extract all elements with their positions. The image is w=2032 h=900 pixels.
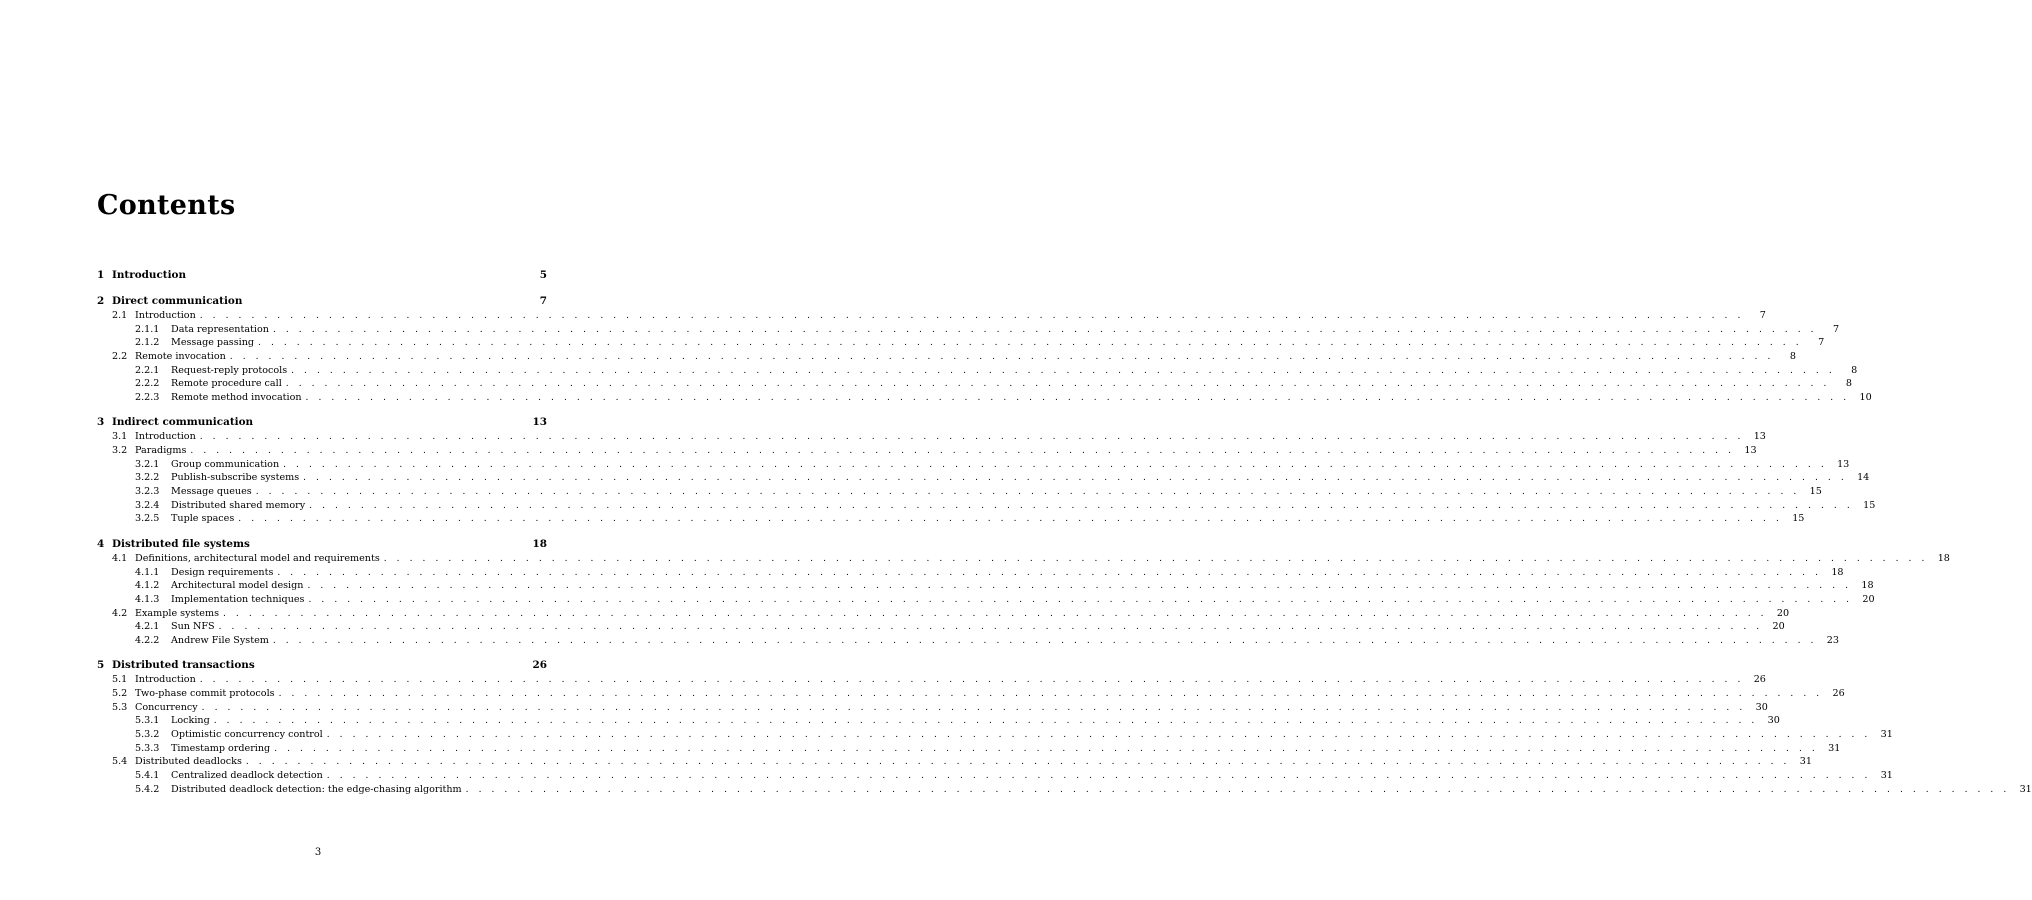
entry-title: Remote invocation	[135, 350, 226, 362]
toc-chapter[interactable]	[97, 415, 547, 430]
toc-subsection[interactable]	[97, 471, 1870, 485]
dot-leader: . . . . . . . . . . . . . . . . . . . . . . . . . . . . . . . . . . . . . . . . . . . . . . . . . . . . . . . . . . . . . . . . . . . . . . . . . . . . . . . . . . . . . . . . . . . . . . . . . . . . . . . . . . . . . . . . . . . . . . . .	[255, 487, 1800, 498]
dot-leader: . . . . . . . . . . . . . . . . . . . . . . . . . . . . . . . . . . . . . . . . . . . . . . . . . . . . . . . . . . . . . . . . . . . . . . . . . . . . . . . . . . . . . . . . . . . . . . . . . . . . . . . . . . . . . . . . . . . . . . . .	[308, 594, 1853, 605]
entry-number: 3.2.2	[135, 472, 160, 484]
toc-subsection[interactable]	[97, 769, 1893, 783]
toc-section[interactable]	[97, 552, 1950, 566]
toc-subsection[interactable]	[97, 728, 1893, 742]
dot-leader: . . . . . . . . . . . . . . . . . . . . . . . . . . . . . . . . . . . . . . . . . . . . . . . . . . . . . . . . . . . . . . . . . . . . . . . . . . . . . . . . . . . . . . . . . . . . . . . . . . . . . . . . . . . . . . . . . . . . . . . .	[199, 311, 1744, 321]
entry-number: 3.1	[112, 431, 128, 443]
toc-chapter[interactable]	[97, 268, 547, 283]
toc-section[interactable]	[97, 607, 1790, 621]
entry-number: 5.4.1	[135, 769, 160, 781]
dot-leader: . . . . . . . . . . . . . . . . . . . . . . . . . . . . . . . . . . . . . . . . . . . . . . . . . . . . . . . . . . . . . . . . . . . . . . . . . . . . . . . . . . . . . . . . . . . . . . . . . . . . . . . . . . . . . . . . . . . . . . . .	[190, 446, 1735, 457]
entry-title: Centralized deadlock detection	[171, 769, 323, 781]
entry-page: 26	[1753, 674, 1766, 686]
toc-section[interactable]	[97, 309, 1766, 323]
entry-title: Data representation	[171, 323, 269, 335]
chapter-page: 7	[539, 295, 547, 307]
entry-page: 18	[1831, 566, 1844, 578]
dot-leader: . . . . . . . . . . . . . . . . . . . . . . . . . . . . . . . . . . . . . . . . . . . . . . . . . . . . . . . . . . . . . . . . . . . . . . . . . . . . . . . . . . . . . . . . . . . . . . . . . . . . . . . . . . . . . . . . . . . . . . . .	[213, 716, 1758, 727]
toc-subsection[interactable]	[97, 566, 1844, 580]
dot-leader: . . . . . . . . . . . . . . . . . . . . . . . . . . . . . . . . . . . . . . . . . . . . . . . . . . . . . . . . . . . . . . . . . . . . . . . . . . . . . . . . . . . . . . . . . . . . . . . . . . . . . . . . . . . . . . . . . . . . . . . .	[305, 392, 1850, 403]
toc-section[interactable]	[97, 673, 1766, 687]
dot-leader: . . . . . . . . . . . . . . . . . . . . . . . . . . . . . . . . . . . . . . . . . . . . . . . . . . . . . . . . . . . . . . . . . . . . . . . . . . . . . . . . . . . . . . . . . . . . . . . . . . . . . . . . . . . . . . . . . . . . . . . .	[272, 324, 1818, 335]
toc-chapter[interactable]	[97, 658, 547, 673]
dot-leader: . . . . . . . . . . . . . . . . . . . . . . . . . . . . . . . . . . . . . . . . . . . . . . . . . . . . . . . . . . . . . . . . . . . . . . . . . . . . . . . . . . . . . . . . . . . . . . . . . . . . . . . . . . . . . . . . . . . . . . . .	[274, 743, 1819, 754]
entry-page: 20	[1772, 621, 1785, 633]
dot-leader: . . . . . . . . . . . . . . . . . . . . . . . . . . . . . . . . . . . . . . . . . . . . . . . . . . . . . . . . . . . . . . . . . . . . . . . . . . . . . . . . . . . . . . . . . . . . . . . . . . . . . . . . . . . . . . . . . . . . . . . .	[199, 675, 1744, 686]
toc-section[interactable]	[97, 701, 1768, 715]
toc-subsection[interactable]	[97, 634, 1839, 648]
entry-number: 4.1.1	[135, 566, 160, 578]
toc-subsection[interactable]	[97, 458, 1850, 472]
entry-page: 31	[1880, 729, 1893, 741]
dot-leader: . . . . . . . . . . . . . . . . . . . . . . . . . . . . . . . . . . . . . . . . . . . . . . . . . . . . . . . . . . . . . . . . . . . . . . . . . . . . . . . . . . . . . . . . . . . . . . . . . . . . . . . . . . . . . . . . . . . . . . . .	[303, 473, 1848, 484]
entry-number: 3.2.3	[135, 486, 160, 498]
toc-subsection[interactable]	[97, 377, 1852, 391]
chapter-title: Direct communication	[112, 295, 243, 307]
chapter-title: Indirect communication	[112, 416, 254, 429]
entry-page: 7	[1759, 310, 1766, 321]
entry-title: Introduction	[135, 674, 196, 686]
entry-title: Sun NFS	[171, 621, 215, 633]
dot-leader: . . . . . . . . . . . . . . . . . . . . . . . . . . . . . . . . . . . . . . . . . . . . . . . . . . . . . . . . . . . . . . . . . . . . . . . . . . . . . . . . . . . . . . . . . . . . . . . . . . . . . . . . . . . . . . . . . . . . . . . .	[272, 635, 1817, 646]
entry-page: 13	[1837, 458, 1850, 470]
entry-number: 5.3.1	[135, 715, 160, 727]
entry-number: 4.2	[112, 607, 128, 619]
toc-subsection[interactable]	[97, 336, 1825, 350]
entry-number: 2.1	[112, 310, 128, 321]
dot-leader: . . . . . . . . . . . . . . . . . . . . . . . . . . . . . . . . . . . . . . . . . . . . . . . . . . . . . . . . . . . . . . . . . . . . . . . . . . . . . . . . . . . . . . . . . . . . . . . . . . . . . . . . . . . . . . . . . . . . . . . .	[383, 553, 1928, 564]
toc-subsection[interactable]	[97, 364, 1858, 378]
toc-chapter[interactable]	[97, 537, 547, 552]
dot-leader: . . . . . . . . . . . . . . . . . . . . . . . . . . . . . . . . . . . . . . . . . . . . . . . . . . . . . . . . . . . . . . . . . . . . . . . . . . . . . . . . . . . . . . . . . . . . . . . . . . . . . . . . . . . . . . . . . . . . . . . .	[291, 365, 1836, 376]
dot-leader: . . . . . . . . . . . . . . . . . . . . . . . . . . . . . . . . . . . . . . . . . . . . . . . . . . . . . . . . . . . . . . . . . . . . . . . . . . . . . . . . . . . . . . . . . . . . . . . . . . . . . . . . . . . . . . . . . . . . . . . .	[326, 770, 1871, 781]
entry-title: Distributed deadlock detection: the edge-chasing algorithm	[171, 783, 462, 795]
entry-title: Remote method invocation	[171, 391, 302, 403]
dot-leader: . . . . . . . . . . . . . . . . . . . . . . . . . . . . . . . . . . . . . . . . . . . . . . . . . . . . . . . . . . . . . . . . . . . . . . . . . . . . . . . . . . . . . . . . . . . . . . . . . . . . . . . . . . . . . . . . . . . . . . . .	[309, 500, 1854, 511]
entry-title: Distributed shared memory	[171, 499, 306, 511]
entry-page: 31	[1880, 769, 1893, 781]
entry-number: 4.1.3	[135, 593, 160, 605]
dot-leader: . . . . . . . . . . . . . . . . . . . . . . . . . . . . . . . . . . . . . . . . . . . . . . . . . . . . . . . . . . . . . . . . . . . . . . . . . . . . . . . . . . . . . . . . . . . . . . . . . . . . . . . . . . . . . . . . . . . . . . . .	[307, 581, 1852, 592]
chapter-title: Distributed transactions	[112, 659, 255, 672]
entry-number: 2.2	[112, 350, 128, 362]
toc-subsection[interactable]	[97, 783, 2032, 797]
toc-subsection[interactable]	[97, 499, 1876, 513]
entry-number: 2.1.2	[135, 337, 160, 349]
entry-title: Locking	[171, 715, 210, 727]
entry-title: Tuple spaces	[171, 513, 235, 525]
entry-number: 3.2	[112, 445, 128, 457]
entry-page: 23	[1826, 634, 1839, 646]
toc-subsection[interactable]	[97, 742, 1841, 756]
entry-title: Remote procedure call	[171, 378, 282, 390]
entry-title: Implementation techniques	[171, 593, 305, 605]
chapter-number: 5	[97, 659, 105, 672]
chapter-title: Introduction	[112, 269, 186, 281]
entry-number: 5.1	[112, 674, 128, 686]
entry-page: 10	[1859, 391, 1872, 403]
entry-title: Introduction	[135, 431, 196, 443]
dot-leader: . . . . . . . . . . . . . . . . . . . . . . . . . . . . . . . . . . . . . . . . . . . . . . . . . . . . . . . . . . . . . . . . . . . . . . . . . . . . . . . . . . . . . . . . . . . . . . . . . . . . . . . . . . . . . . . . . . . . . . . .	[238, 514, 1783, 525]
toc-subsection[interactable]	[97, 579, 1874, 593]
entry-number: 5.3.2	[135, 729, 160, 741]
entry-title: Request-reply protocols	[171, 364, 288, 376]
table-of-contents	[97, 268, 2032, 796]
entry-title: Timestamp ordering	[171, 742, 271, 754]
toc-subsection[interactable]	[97, 485, 1822, 499]
dot-leader: . . . . . . . . . . . . . . . . . . . . . . . . . . . . . . . . . . . . . . . . . . . . . . . . . . . . . . . . . . . . . . . . . . . . . . . . . . . . . . . . . . . . . . . . . . . . . . . . . . . . . . . . . . . . . . . . . . . . . . . .	[278, 689, 1823, 700]
entry-title: Design requirements	[171, 566, 274, 578]
entry-title: Andrew File System	[171, 634, 269, 646]
entry-number: 5.3	[112, 701, 128, 713]
dot-leader: . . . . . . . . . . . . . . . . . . . . . . . . . . . . . . . . . . . . . . . . . . . . . . . . . . . . . . . . . . . . . . . . . . . . . . . . . . . . . . . . . . . . . . . . . . . . . . . . . . . . . . . . . . . . . . . . . . . . . . . .	[465, 784, 2010, 795]
chapter-page: 13	[532, 416, 547, 429]
dot-leader: . . . . . . . . . . . . . . . . . . . . . . . . . . . . . . . . . . . . . . . . . . . . . . . . . . . . . . . . . . . . . . . . . . . . . . . . . . . . . . . . . . . . . . . . . . . . . . . . . . . . . . . . . . . . . . . . . . . . . . . .	[199, 432, 1744, 443]
entry-number: 5.3.3	[135, 742, 160, 754]
entry-title: Publish-subscribe systems	[171, 472, 300, 484]
entry-number: 4.2.1	[135, 621, 160, 633]
entry-page: 15	[1863, 499, 1876, 511]
chapter-number: 2	[97, 295, 105, 307]
chapter-page: 18	[532, 537, 547, 550]
entry-number: 3.2.4	[135, 499, 160, 511]
entry-page: 7	[1832, 323, 1840, 335]
toc-chapter[interactable]	[97, 294, 547, 309]
toc-section[interactable]	[97, 755, 1813, 769]
toc-section[interactable]	[97, 350, 1796, 364]
chapter-number: 1	[97, 269, 105, 281]
entry-number: 2.2.1	[135, 364, 160, 376]
dot-leader: . . . . . . . . . . . . . . . . . . . . . . . . . . . . . . . . . . . . . . . . . . . . . . . . . . . . . . . . . . . . . . . . . . . . . . . . . . . . . . . . . . . . . . . . . . . . . . . . . . . . . . . . . . . . . . . . . . . . . . . .	[218, 622, 1763, 633]
entry-number: 5.4.2	[135, 783, 160, 795]
entry-page: 18	[1861, 580, 1874, 592]
toc-subsection[interactable]	[97, 512, 1805, 526]
entry-page: 18	[1937, 552, 1950, 564]
toc-section[interactable]	[97, 430, 1766, 444]
entry-page: 14	[1857, 472, 1870, 484]
entry-page: 30	[1755, 701, 1768, 713]
entry-page: 31	[2019, 783, 2032, 795]
dot-leader: . . . . . . . . . . . . . . . . . . . . . . . . . . . . . . . . . . . . . . . . . . . . . . . . . . . . . . . . . . . . . . . . . . . . . . . . . . . . . . . . . . . . . . . . . . . . . . . . . . . . . . . . . . . . . . . . . . . . . . . .	[258, 338, 1803, 349]
entry-title: Concurrency	[135, 701, 198, 713]
entry-title: Group communication	[171, 458, 280, 470]
entry-number: 3.2.5	[135, 513, 160, 525]
toc-subsection[interactable]	[97, 593, 1875, 607]
entry-number: 4.2.2	[135, 634, 160, 646]
dot-leader: . . . . . . . . . . . . . . . . . . . . . . . . . . . . . . . . . . . . . . . . . . . . . . . . . . . . . . . . . . . . . . . . . . . . . . . . . . . . . . . . . . . . . . . . . . . . . . . . . . . . . . . . . . . . . . . . . . . . . . . .	[277, 567, 1822, 578]
chapter-number: 3	[97, 416, 105, 429]
entry-title: Paradigms	[135, 445, 187, 457]
dot-leader: . . . . . . . . . . . . . . . . . . . . . . . . . . . . . . . . . . . . . . . . . . . . . . . . . . . . . . . . . . . . . . . . . . . . . . . . . . . . . . . . . . . . . . . . . . . . . . . . . . . . . . . . . . . . . . . . . . . . . . . .	[229, 351, 1774, 362]
toc-subsection[interactable]	[97, 620, 1785, 634]
entry-title: Definitions, architectural model and requirements	[135, 552, 380, 564]
entry-page: 30	[1767, 715, 1780, 727]
page-number: 3	[314, 847, 322, 858]
entry-title: Introduction	[135, 310, 196, 321]
toc-section[interactable]	[97, 444, 1757, 458]
chapter-title: Distributed file systems	[112, 537, 250, 550]
entry-page: 15	[1792, 513, 1805, 525]
dot-leader: . . . . . . . . . . . . . . . . . . . . . . . . . . . . . . . . . . . . . . . . . . . . . . . . . . . . . . . . . . . . . . . . . . . . . . . . . . . . . . . . . . . . . . . . . . . . . . . . . . . . . . . . . . . . . . . . . . . . . . . .	[285, 379, 1830, 390]
page-title: Contents	[97, 190, 236, 221]
entry-number: 5.2	[112, 688, 128, 700]
entry-page: 13	[1753, 431, 1766, 443]
toc-subsection[interactable]	[97, 391, 1872, 405]
entry-number: 4.1.2	[135, 580, 160, 592]
entry-title: Message passing	[171, 337, 255, 349]
entry-page: 8	[1845, 378, 1852, 390]
entry-page: 31	[1799, 756, 1813, 768]
entry-title: Message queues	[171, 486, 252, 498]
dot-leader: . . . . . . . . . . . . . . . . . . . . . . . . . . . . . . . . . . . . . . . . . . . . . . . . . . . . . . . . . . . . . . . . . . . . . . . . . . . . . . . . . . . . . . . . . . . . . . . . . . . . . . . . . . . . . . . . . . . . . . . .	[245, 757, 1791, 768]
dot-leader: . . . . . . . . . . . . . . . . . . . . . . . . . . . . . . . . . . . . . . . . . . . . . . . . . . . . . . . . . . . . . . . . . . . . . . . . . . . . . . . . . . . . . . . . . . . . . . . . . . . . . . . . . . . . . . . . . . . . . . . .	[223, 608, 1768, 619]
entry-page: 20	[1862, 593, 1875, 605]
entry-number: 2.1.1	[135, 323, 160, 335]
dot-leader: . . . . . . . . . . . . . . . . . . . . . . . . . . . . . . . . . . . . . . . . . . . . . . . . . . . . . . . . . . . . . . . . . . . . . . . . . . . . . . . . . . . . . . . . . . . . . . . . . . . . . . . . . . . . . . . . . . . . . . . .	[326, 730, 1871, 741]
entry-page: 13	[1744, 445, 1757, 457]
entry-page: 8	[1851, 364, 1858, 376]
entry-number: 5.4	[112, 756, 128, 768]
entry-title: Example systems	[135, 607, 219, 619]
toc-subsection[interactable]	[97, 714, 1780, 728]
entry-title: Distributed deadlocks	[135, 756, 242, 768]
entry-title: Two-phase commit protocols	[135, 688, 275, 700]
entry-page: 7	[1818, 337, 1825, 349]
dot-leader: . . . . . . . . . . . . . . . . . . . . . . . . . . . . . . . . . . . . . . . . . . . . . . . . . . . . . . . . . . . . . . . . . . . . . . . . . . . . . . . . . . . . . . . . . . . . . . . . . . . . . . . . . . . . . . . . . . . . . . . .	[283, 459, 1828, 470]
entry-number: 3.2.1	[135, 458, 160, 470]
entry-page: 20	[1776, 607, 1790, 619]
entry-page: 26	[1832, 688, 1845, 700]
entry-page: 15	[1809, 486, 1822, 498]
entry-page: 8	[1789, 350, 1796, 362]
entry-page: 31	[1828, 742, 1841, 754]
entry-number: 2.2.3	[135, 391, 160, 403]
chapter-page: 26	[532, 659, 547, 672]
toc-subsection[interactable]	[97, 323, 1840, 337]
entry-number: 4.1	[112, 552, 128, 564]
entry-title: Architectural model design	[171, 580, 304, 592]
chapter-page: 5	[539, 269, 547, 281]
chapter-number: 4	[97, 537, 105, 550]
toc-section[interactable]	[97, 687, 1845, 701]
entry-title: Optimistic concurrency control	[171, 729, 323, 741]
dot-leader: . . . . . . . . . . . . . . . . . . . . . . . . . . . . . . . . . . . . . . . . . . . . . . . . . . . . . . . . . . . . . . . . . . . . . . . . . . . . . . . . . . . . . . . . . . . . . . . . . . . . . . . . . . . . . . . . . . . . . . . .	[201, 702, 1746, 713]
entry-number: 2.2.2	[135, 378, 160, 390]
